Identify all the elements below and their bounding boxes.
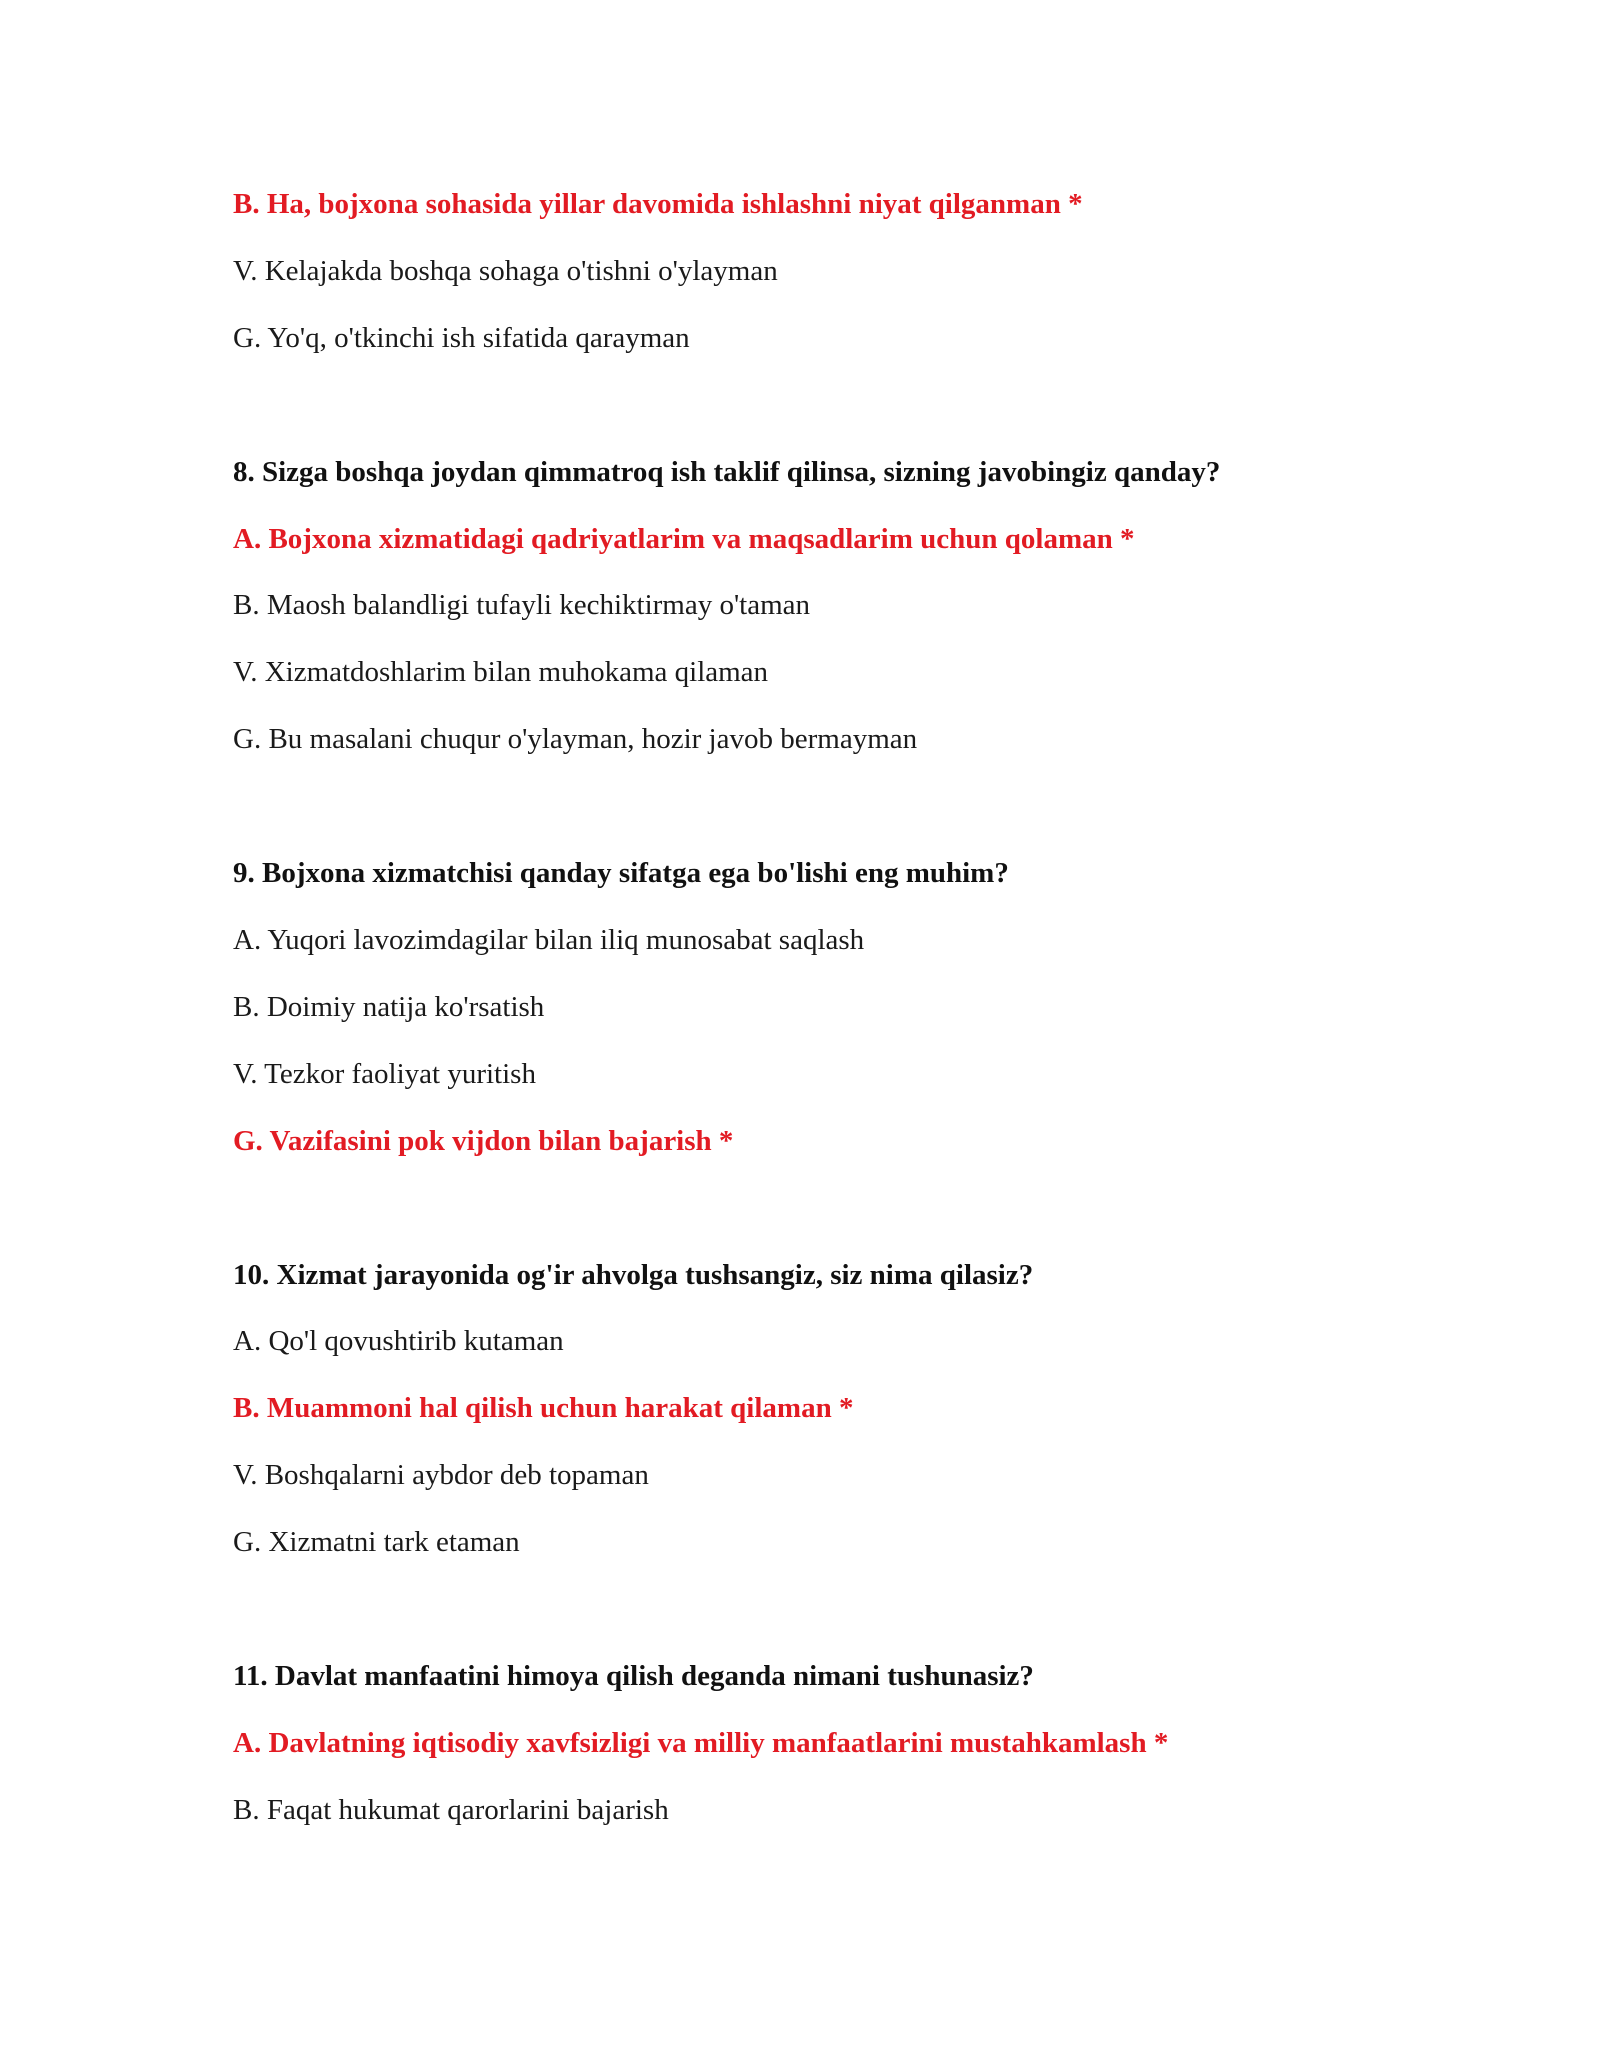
answer-option: V. Xizmatdoshlarim bilan muhokama qilaman <box>233 656 769 688</box>
answer-option: V. Kelajakda boshqa sohaga o'tishni o'ylayman <box>233 255 778 287</box>
answer-option: A. Bojxona xizmatidagi qadriyatlarim va maqsadlarim uchun qolaman * <box>233 523 1135 555</box>
question-11: 11. Davlat manfaatini himoya qilish deganda nimani tushunasiz? <box>233 1660 1034 1692</box>
answer-option: B. Faqat hukumat qarorlarini bajarish <box>233 1794 669 1826</box>
answer-option: B. Doimiy natija ko'rsatish <box>233 991 545 1023</box>
answer-option: G. Bu masalani chuqur o'ylayman, hozir javob bermayman <box>233 723 918 755</box>
answer-option: V. Tezkor faoliyat yuritish <box>233 1058 536 1090</box>
answer-option: A. Qo'l qovushtirib kutaman <box>233 1325 564 1357</box>
answer-option: A. Yuqori lavozimdagilar bilan iliq munosabat saqlash <box>233 924 865 956</box>
question-10: 10. Xizmat jarayonida og'ir ahvolga tushsangiz, siz nima qilasiz? <box>233 1259 1034 1291</box>
question-9: 9. Bojxona xizmatchisi qanday sifatga ega bo'lishi eng muhim? <box>233 857 1009 889</box>
answer-option: G. Xizmatni tark etaman <box>233 1526 520 1558</box>
answer-option: B. Ha, bojxona sohasida yillar davomida ishlashni niyat qilganman * <box>233 188 1083 220</box>
answer-option: A. Davlatning iqtisodiy xavfsizligi va milliy manfaatlarini mustahkamlash * <box>233 1727 1169 1759</box>
answer-option: G. Vazifasini pok vijdon bilan bajarish * <box>233 1125 734 1157</box>
answer-option: G. Yo'q, o'tkinchi ish sifatida qarayman <box>233 322 690 354</box>
answer-option: B. Maosh balandligi tufayli kechiktirmay o'taman <box>233 589 811 621</box>
answer-option: V. Boshqalarni aybdor deb topaman <box>233 1459 649 1491</box>
question-8: 8. Sizga boshqa joydan qimmatroq ish taklif qilinsa, sizning javobingiz qanday? <box>233 456 1221 488</box>
answer-option: B. Muammoni hal qilish uchun harakat qilaman * <box>233 1392 854 1424</box>
